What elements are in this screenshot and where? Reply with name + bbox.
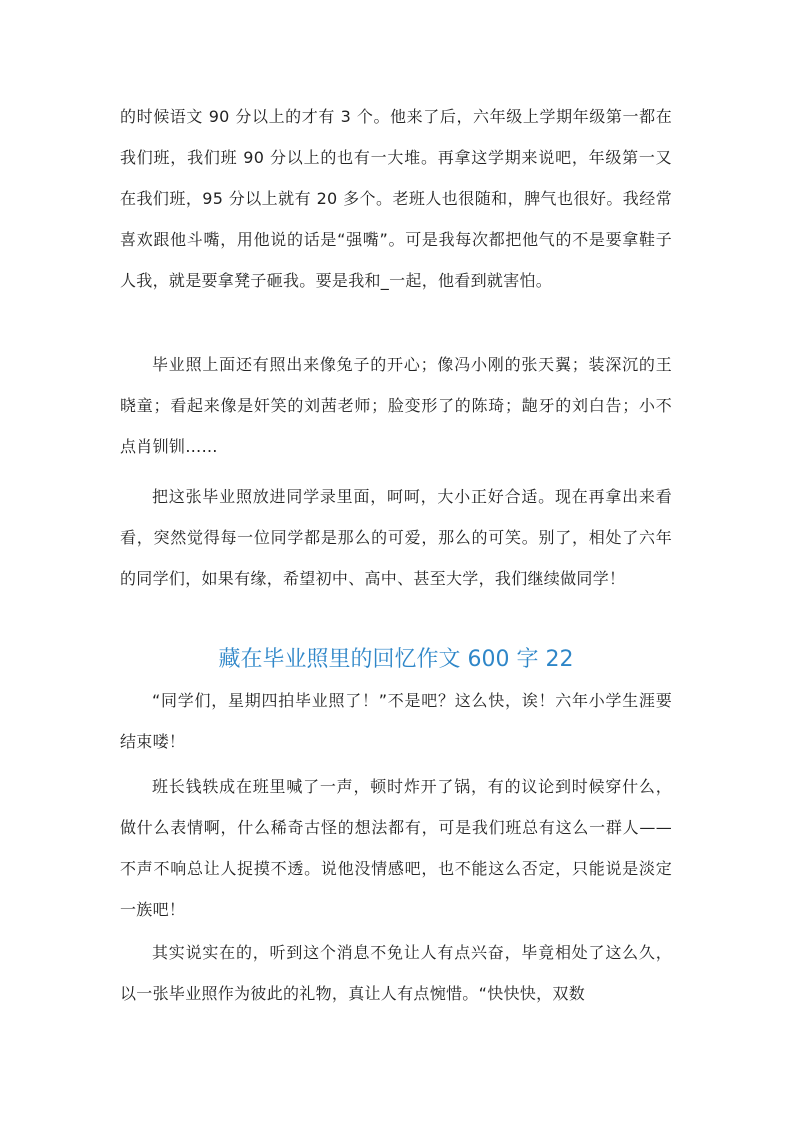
- paragraph-class-reaction: 班长钱轶成在班里喊了一声，顿时炸开了锅，有的议论到时候穿什么，做什么表情啊，什么稀奇古怪的想法都有，可是我们班总有这么一群人——不声不响总让人捉摸不透。说他没情感吧，也不能这么否定，只能说是淡定一族吧！: [120, 777, 672, 919]
- paragraph-announcement: “同学们，星期四拍毕业照了！”不是吧？这么快，诶！六年小学生涯要结束喽！: [120, 691, 672, 751]
- paragraph-photo-descriptions: 毕业照上面还有照出来像兔子的开心；像冯小刚的张天翼；装深沉的王晓童；看起来像是奸笑的刘茜老师；脸变形了的陈琦；龅牙的刘白告；小不点肖钏钏……: [120, 355, 672, 456]
- paragraph-farewell: 把这张毕业照放进同学录里面，呵呵，大小正好合适。现在再拿出来看看，突然觉得每一位同学都是那么的可爱，那么的可笑。别了，相处了六年的同学们，如果有缘，希望初中、高中、甚至大学，我们继续做同学！: [120, 487, 672, 588]
- article-heading: 藏在毕业照里的回忆作文 600 字 22: [218, 647, 574, 672]
- paragraph-class-teacher: 的时候语文 90 分以上的才有 3 个。他来了后，六年级上学期年级第一都在我们班，我们班 90 分以上的也有一大堆。再拿这学期来说吧，年级第一又在我们班，95 分以上就有 20 多个。老班人也很随和，脾气也很好。我经常喜欢跟他斗嘴，用他说的话是“强嘴”。可是我每次都把他气的不是要拿鞋子人我，就是要拿凳子砸我。要是我和_一起，他看到就害怕。: [120, 107, 672, 290]
- paragraph-feelings: 其实说实在的，听到这个消息不免让人有点兴奋，毕竟相处了这么久，以一张毕业照作为彼此的礼物，真让人有点惋惜。“快快快，双数: [120, 943, 672, 1003]
